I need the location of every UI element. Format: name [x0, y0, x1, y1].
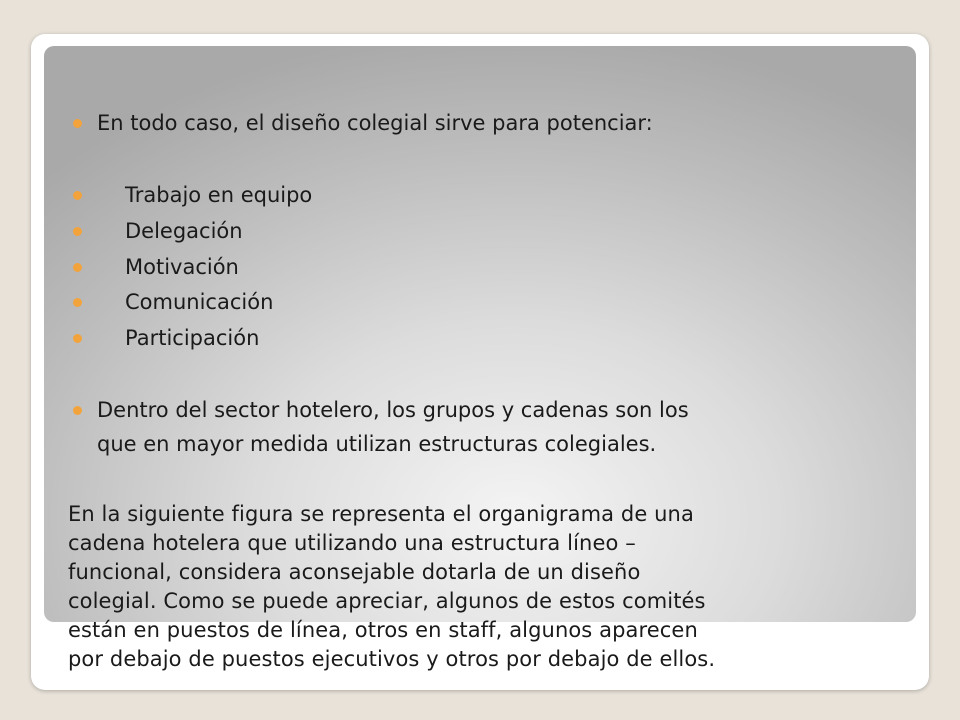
bullet-participacion: Participación	[125, 326, 260, 350]
paragraph-line: por debajo de puestos ejecutivos y otros por debajo de ellos.	[68, 647, 716, 671]
bullet-sector-hotelero-line1: Dentro del sector hotelero, los grupos y cadenas son los	[97, 398, 689, 422]
bullet-comunicacion: Comunicación	[125, 290, 274, 314]
bullet-marker	[73, 191, 82, 200]
bullet-sector-hotelero-line2: que en mayor medida utilizan estructuras colegiales.	[97, 432, 657, 456]
bullet-delegacion: Delegación	[125, 219, 243, 243]
bullet-marker	[73, 263, 82, 272]
figure-description-paragraph	[68, 500, 918, 674]
paragraph-line: En la siguiente figura se representa el organigrama de una	[68, 502, 694, 526]
bullet-motivacion: Motivación	[125, 255, 239, 279]
bullet-marker	[73, 119, 82, 128]
paragraph-line: están en puestos de línea, otros en staff, algunos aparecen	[68, 618, 698, 642]
bullet-marker	[73, 227, 82, 236]
bullet-trabajo-en-equipo: Trabajo en equipo	[125, 183, 313, 207]
paragraph-line: cadena hotelera que utilizando una estructura líneo –	[68, 531, 636, 555]
paragraph-line: colegial. Como se puede apreciar, algunos de estos comités	[68, 589, 706, 613]
bullet-marker	[73, 334, 82, 343]
bullet-intro: En todo caso, el diseño colegial sirve para potenciar:	[97, 111, 653, 135]
paragraph-line: funcional, considera aconsejable dotarla de un diseño	[68, 560, 641, 584]
bullet-marker	[73, 298, 82, 307]
bullet-marker	[73, 406, 82, 415]
